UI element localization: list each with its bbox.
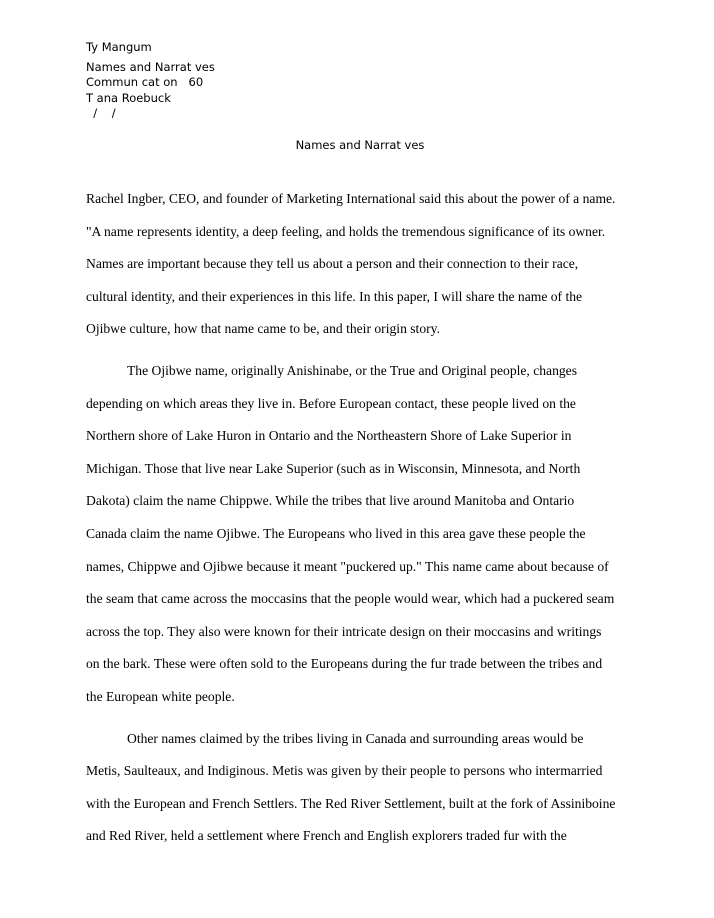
text-line: with the European and French Settlers. The Red River Settlement, built at the fork of Assiniboine (86, 795, 616, 811)
text-line: Northern shore of Lake Huron in Ontario and the Northeastern Shore of Lake Superior in (86, 428, 572, 444)
course-code: Commun cat on 60 (86, 75, 204, 89)
text-line: Rachel Ingber, CEO, and founder of Marketing International said this about the power of a name. (86, 191, 616, 206)
header-block (86, 40, 215, 122)
text-line: Ojibwe culture, how that name came to be, and their origin story. (86, 321, 440, 337)
text-line: depending on which areas they live in. Before European contact, these people lived on the (86, 395, 576, 411)
text-line: the seam that came across the moccasins that the people would wear, which had a puckered seam (86, 591, 615, 607)
text-line: Dakota) claim the name Chippwe. While the tribes that live around Manitoba and Ontario (86, 493, 575, 509)
text-line: The Ojibwe name, originally Anishinabe, or the True and Original people, changes (127, 362, 578, 378)
body-text (86, 188, 646, 867)
instructor-name: T ana Roebuck (86, 90, 171, 105)
text-line: on the bark. These were often sold to the Europeans during the fur trade between the tribes and (86, 656, 603, 672)
document-title: Names and Narrat ves (295, 138, 425, 152)
text-line: Names are important because they tell us about a person and their connection to their race, (86, 256, 579, 272)
text-line: "A name represents identity, a deep feeling, and holds the tremendous significance of its owner. (86, 223, 606, 239)
author-name: Ty Mangum (86, 40, 152, 54)
text-line: Canada claim the name Ojibwe. The Europeans who lived in this area gave these people the (86, 525, 586, 541)
text-line: Other names claimed by the tribes living in Canada and surrounding areas would be (127, 730, 584, 746)
text-line: names, Chippwe and Ojibwe because it meant "puckered up." This name came about because of (86, 558, 609, 574)
paragraph-2 (86, 360, 646, 719)
text-line: across the top. They also were known for their intricate design on their moccasins and writings (86, 623, 602, 639)
course-title: Names and Narrat ves (86, 59, 215, 74)
date-line: / / (86, 106, 116, 120)
paragraph-1 (86, 188, 646, 351)
text-line: Metis, Saulteaux, and Indiginous. Metis was given by their people to persons who intermarried (86, 763, 603, 779)
text-line: Michigan. Those that live near Lake Superior (such as in Wisconsin, Minnesota, and North (86, 460, 581, 476)
paragraph-3 (86, 728, 646, 858)
text-line: the European white people. (86, 688, 235, 704)
text-line: cultural identity, and their experiences in this life. In this paper, I will share the name of the (86, 288, 583, 304)
text-line: and Red River, held a settlement where French and English explorers traded fur with the (86, 828, 567, 844)
